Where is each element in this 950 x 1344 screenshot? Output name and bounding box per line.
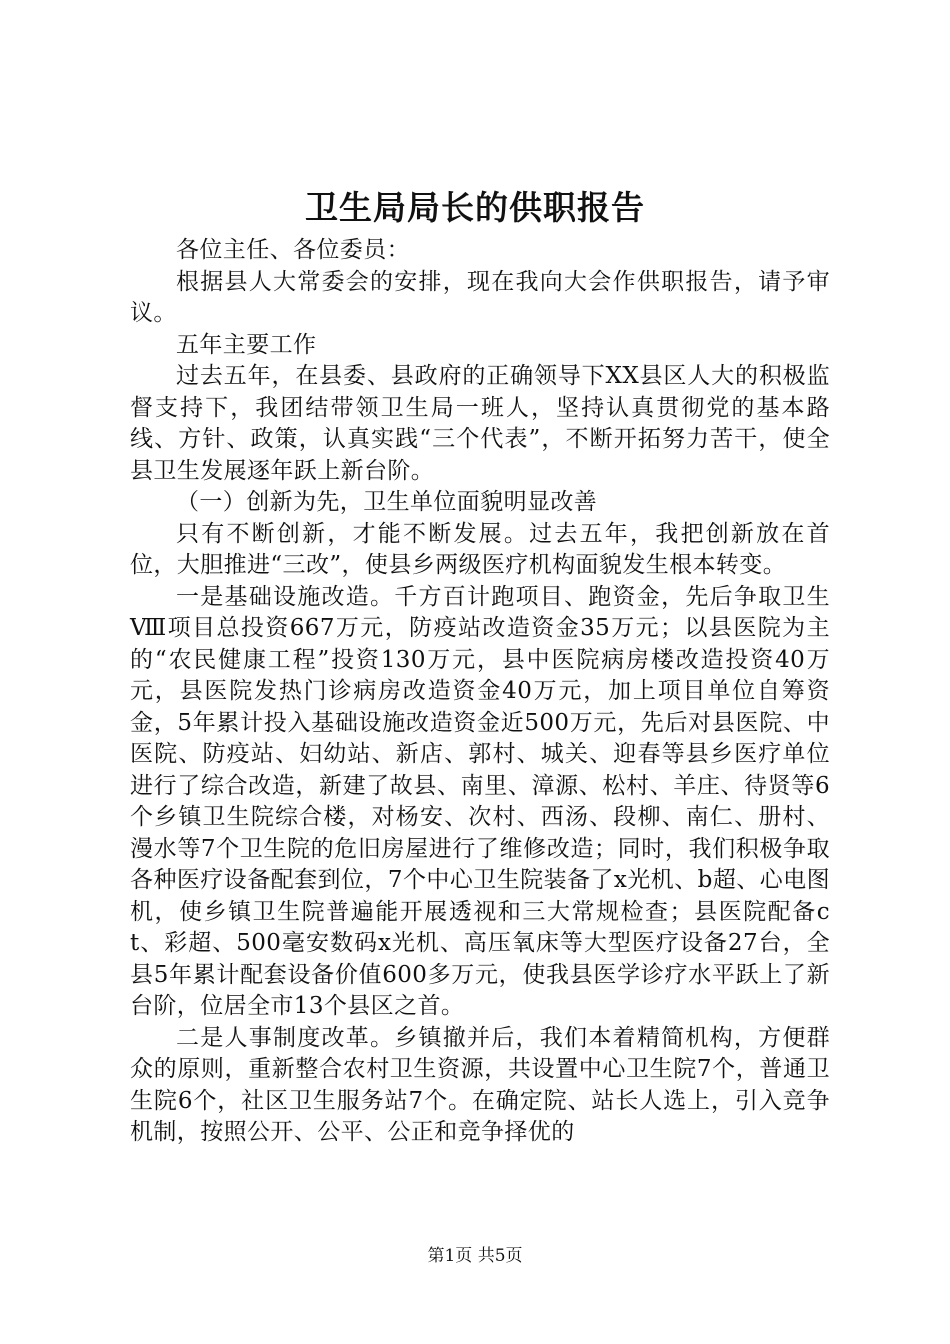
document-title: 卫生局局长的供职报告 bbox=[305, 188, 645, 227]
paragraph-personnel-reform: 二是人事制度改革。乡镇撤并后，我们本着精简机构，方便群众的原则，重新整合农村卫生资源，共设置中心卫生院7个，普通卫生院6个，社区卫生服务站7个。在确定院、站长人选上，引入竞争机制，按照公开、公平、公正和竞争择优的 bbox=[130, 1024, 830, 1145]
paragraph-salutation: 各位主任、各位委员： bbox=[176, 237, 410, 263]
paragraph-innovation: 只有不断创新，才能不断发展。过去五年，我把创新放在首位，大胆推进“三改”，使县乡两级医疗机构面貌发生根本转变。 bbox=[130, 520, 830, 578]
page-number-footer: 第1页 共5页 bbox=[427, 1246, 523, 1266]
section-heading-five-years: 五年主要工作 bbox=[176, 331, 317, 358]
paragraph-infrastructure: 一是基础设施改造。千方百计跑项目、跑资金，先后争取卫生Ⅷ项目总投资667万元，防疫站改造资金35万元；以县医院为主的“农民健康工程”投资130万元，县中医院病房楼改造投资40万元，县医院发热门诊病房改造资金40万元，加上项目单位自筹资金，5年累计投入基础设施改造资金近500万元，先后对县医院、中医院、防疫站、妇幼站、新店、郭村、城关、迎春等县乡医疗单位进行了综合改造，新建了故县、南里、漳源、松村、羊庄、待贤等6个乡镇卫生院综合楼，对杨安、次村、西汤、段柳、南仁、册村、漫水等7个卫生院的危旧房屋进行了维修改造；同时，我们积极争取各种医疗设备配套到位，7个中心卫生院装备了x光机、b超、心电图机，使乡镇卫生院普遍能开展透视和三大常规检查；县医院配备ct、彩超、500毫安数码x光机、高压氧床等大型医疗设备27台，全县5年累计配套设备价值600多万元，使我县医学诊疗水平跃上了新台阶，位居全市13个县区之首。 bbox=[130, 583, 830, 1019]
paragraph-intro: 根据县人大常委会的安排，现在我向大会作供职报告，请予审议。 bbox=[130, 268, 830, 326]
document-body bbox=[130, 235, 830, 1149]
paragraph-overview: 过去五年，在县委、县政府的正确领导下XX县区人大的积极监督支持下，我团结带领卫生局一班人，坚持认真贯彻党的基本路线、方针、政策，认真实践“三个代表”，不断开拓努力苦干，使全县卫生发展逐年跃上新台阶。 bbox=[130, 363, 830, 484]
subsection-heading-innovation: （一）创新为先，卫生单位面貌明显改善 bbox=[176, 489, 598, 515]
